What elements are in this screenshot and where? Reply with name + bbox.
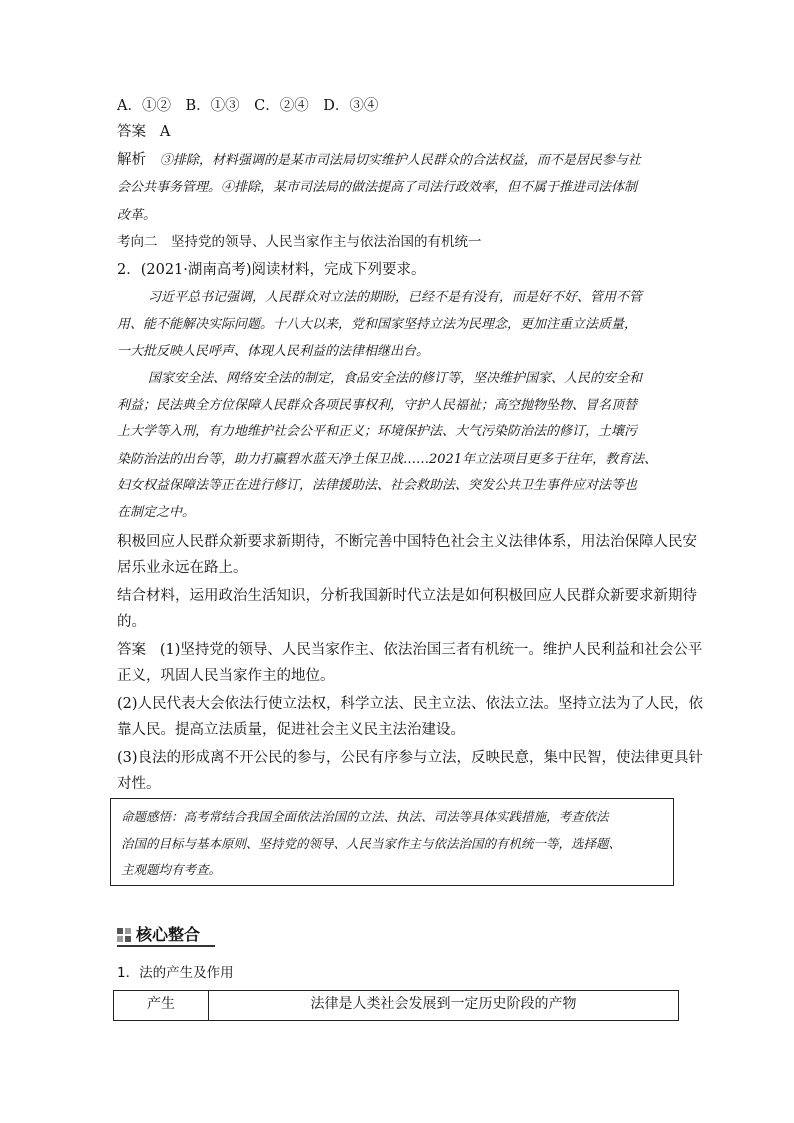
insight-line-2: 治国的目标与基本原则、坚持党的领导、人民当家作主与依法治国的有机统一等，选择题、	[121, 836, 622, 851]
material-p1-line-1: 习近平总书记强调，人民群众对立法的期盼，已经不是有没有，而是好不好、管用不管	[148, 290, 643, 305]
body-line-4: 的。	[117, 614, 146, 630]
material-p2-line-5: 妇女权益保障法等正在进行修订，法律援助法、社会救助法、突发公共卫生事件应对法等也	[117, 478, 638, 493]
answer2-text: (1)坚持党的领导、人民当家作主、依法治国三者有机统一。维护人民利益和社会公平	[159, 642, 703, 658]
answer2-line-1	[117, 640, 702, 660]
answer2-line-5: (3)良法的形成离不开公民的参与，公民有序参与立法，反映民意，集中民智，使法律更具针	[117, 750, 704, 766]
insight-line-3: 主观题均有考查。	[121, 862, 222, 877]
table-cell-label: 产生	[114, 991, 209, 1021]
analysis-line-3: 改革。	[117, 208, 157, 223]
direction-heading: 考向二 坚持党的领导、人民当家作主与依法治国的有机统一	[117, 234, 482, 250]
answer2-label: 答案	[117, 642, 146, 658]
analysis-line-2: 会公共事务管理。④排除，某市司法局的做法提高了司法行政效率，但不属于推进司法体制	[117, 180, 638, 195]
answer-line-1	[117, 122, 170, 142]
section-title: 核心整合	[136, 925, 201, 944]
body-line-3: 结合材料，运用政治生活知识，分析我国新时代立法是如何积极回应人民群众新要求新期待	[117, 588, 697, 604]
analysis-text: ③排除，材料强调的是某市司法局切实维护人民群众的合法权益，而不是居民参与社	[159, 153, 641, 168]
subheading: 1．法的产生及作用	[117, 965, 234, 981]
answer-options: A．①② B．①③ C．②④ D．③④	[117, 98, 379, 114]
section-icon	[117, 928, 131, 942]
answer2-line-2: 正义，巩固人民当家作主的地位。	[117, 668, 335, 684]
analysis-label: 解析	[117, 152, 146, 168]
law-table	[113, 990, 679, 1021]
answer2-line-3: (2)人民代表大会依法行使立法权，科学立法、民主立法、依法立法。坚持立法为了人民，依	[117, 696, 704, 712]
answer2-line-4: 靠人民。提高立法质量，促进社会主义民主法治建设。	[117, 722, 465, 738]
section-underline	[117, 945, 215, 947]
insight-line-1: 命题感悟：高考常结合我国全面依法治国的立法、执法、司法等具体实践措施，考查依法	[121, 809, 609, 824]
analysis-line-1	[117, 150, 641, 171]
body-line-1: 积极回应人民群众新要求新期待，不断完善中国特色社会主义法律体系，用法治保障人民安	[117, 534, 697, 550]
table-cell-value: 法律是人类社会发展到一定历史阶段的产物	[209, 991, 679, 1021]
material-p1-line-2: 用、能不能解决实际问题。十八大以来，党和国家坚持立法为民理念，更加注重立法质量，	[117, 317, 638, 332]
material-p2-line-3: 上大学等入刑，有力地维护社会公平和正义；环境保护法、大气污染防治法的修订，土壤污	[117, 424, 638, 439]
table-row	[114, 991, 679, 1021]
material-p2-line-1: 国家安全法、网络安全法的制定，食品安全法的修订等，坚决维护国家、人民的安全和	[148, 371, 643, 386]
question-line: 2．(2021·湖南高考)阅读材料，完成下列要求。	[117, 262, 426, 278]
answer2-line-6: 对性。	[117, 776, 161, 792]
material-p2-line-6: 在制定之中。	[117, 505, 196, 520]
material-p2-line-2: 利益；民法典全方位保障人民群众各项民事权利，守护人民福祉；高空抛物坠物、冒名顶替	[117, 398, 638, 413]
answer-value: A	[159, 124, 171, 140]
body-line-2: 居乐业永远在路上。	[117, 560, 248, 576]
material-p2-line-4: 染防治法的出台等，助力打赢碧水蓝天净土保卫战……2021年立法项目更多于往年，教育法、	[117, 452, 658, 467]
insight-box	[110, 798, 674, 886]
material-p1-line-3: 一大批反映人民呼声、体现人民利益的法律相继出台。	[117, 344, 430, 359]
answer-label: 答案	[117, 124, 146, 140]
